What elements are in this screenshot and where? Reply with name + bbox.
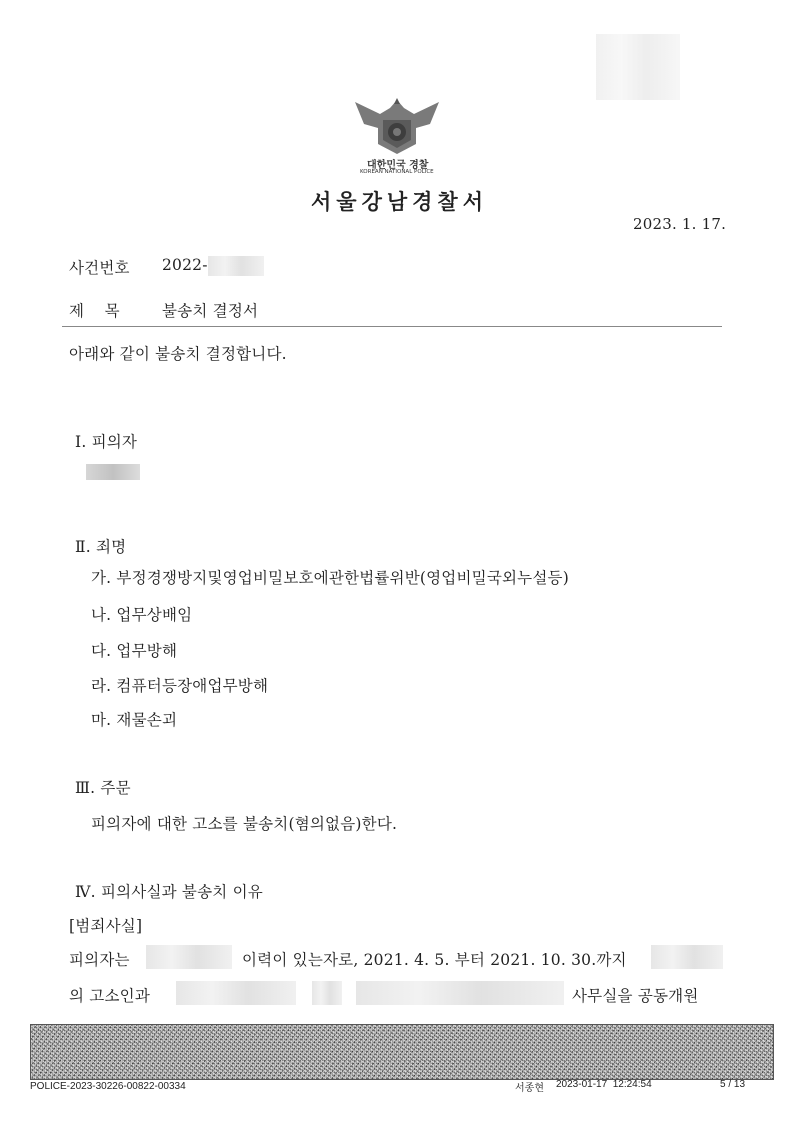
redacted-stamp-box (596, 34, 680, 100)
office-title: 서울강남경찰서 (311, 189, 489, 214)
redacted-suspect-name (86, 464, 140, 480)
redacted-location-2 (356, 981, 564, 1005)
facts-line2-start: 의 고소인과 (69, 987, 150, 1005)
officer-name: 서종현 (515, 1083, 544, 1094)
case-number-prefix: 2022- (162, 256, 208, 274)
facts-line1-start: 피의자는 (69, 951, 130, 969)
facts-line2-end: 사무실을 공동개원 (572, 987, 699, 1005)
police-emblem (350, 94, 444, 156)
redacted-career (146, 945, 232, 969)
document-id: POLICE-2023-30226-00822-00334 (30, 1081, 186, 1092)
document-date: 2023. 1. 17. (633, 215, 727, 233)
case-number-label: 사건번호 (69, 259, 130, 277)
facts-line1-end: 이력이 있는자로, 2021. 4. 5. 부터 2021. 10. 30.까지 (242, 951, 627, 969)
redacted-period-entity (651, 945, 723, 969)
redacted-location-1 (312, 981, 342, 1005)
print-timestamp: 2023-01-17 12:24:54 (556, 1079, 652, 1090)
redacted-complainant (176, 981, 296, 1005)
emblem-text-en: KOREAN NATIONAL POLICE (360, 169, 434, 175)
emblem-text-ko: 대한민국 경찰 (367, 160, 429, 171)
page-number: 5 / 13 (720, 1079, 746, 1090)
charge-item: 다. 업무방해 (91, 642, 178, 660)
suspect-heading: Ⅰ. 피의자 (75, 433, 138, 451)
intro-text: 아래와 같이 불송치 결정합니다. (69, 345, 287, 363)
charge-item: 나. 업무상배임 (91, 606, 193, 624)
header-divider (62, 326, 722, 327)
police-eagle-icon (350, 94, 444, 156)
charge-item: 마. 재물손괴 (91, 711, 178, 729)
charge-item: 라. 컴퓨터등장애업무방해 (91, 677, 269, 695)
security-noise-strip (30, 1024, 774, 1080)
charge-item: 가. 부정경쟁방지및영업비밀보호에관한법률위반(영업비밀국외누설등) (91, 569, 569, 587)
disposition-heading: Ⅲ. 주문 (75, 779, 131, 797)
facts-heading: Ⅳ. 피의사실과 불송치 이유 (75, 883, 263, 901)
subject-label: 제 목 (69, 302, 120, 320)
subject-value: 불송치 결정서 (162, 302, 259, 320)
charges-heading: Ⅱ. 죄명 (75, 538, 127, 556)
disposition-text: 피의자에 대한 고소를 불송치(혐의없음)한다. (91, 815, 398, 833)
redacted-case-number (208, 256, 264, 276)
facts-subheading: [범죄사실] (69, 917, 143, 935)
